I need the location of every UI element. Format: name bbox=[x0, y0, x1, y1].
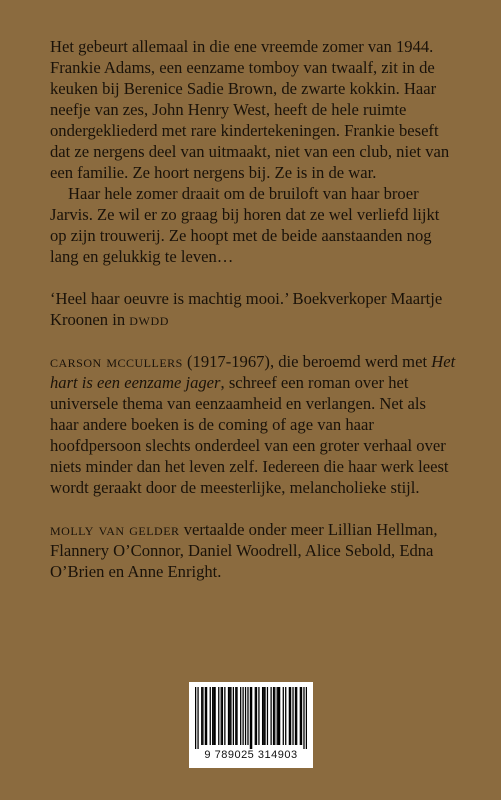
synopsis-paragraph-2: Haar hele zomer draait om de bruiloft van haar broer Jarvis. Ze wil er zo graag bij horen dat ze wel verliefd lijkt op zijn trouwerij. Ze hoopt met de beide aanstaanden nog lang en gelukkig te leven… bbox=[50, 184, 440, 266]
author-bio-text-1: (1917-1967), die beroemd werd met bbox=[182, 352, 432, 371]
barcode-number: 9 789025 314903 bbox=[204, 749, 298, 761]
author-book-title: Het hart is een eenzame jager bbox=[50, 352, 456, 392]
author-bio bbox=[50, 351, 458, 498]
barcode-bars bbox=[195, 687, 307, 749]
translator-name: molly van gelder bbox=[50, 520, 180, 539]
isbn-barcode bbox=[189, 682, 313, 768]
author-name: carson mccullers bbox=[50, 352, 183, 371]
review-quote bbox=[50, 288, 458, 330]
translator-bio-text: vertaalde onder meer Lillian Hellman, Flannery O’Connor, Daniel Woodrell, Alice Sebold, Edna O’Brien en Anne Enright. bbox=[50, 520, 438, 581]
translator-bio bbox=[50, 519, 458, 582]
review-quote-text: ‘Heel haar oeuvre is machtig mooi.’ Boekverkoper Maartje Kroonen in bbox=[50, 289, 443, 329]
review-quote-source: dwdd bbox=[129, 310, 170, 329]
synopsis-paragraph-1: Het gebeurt allemaal in die ene vreemde zomer van 1944. Frankie Adams, een eenzame tomboy van twaalf, zit in de keuken bij Berenice Sadie Brown, de zwarte kokkin. Haar neefje van zes, John Henry West, heeft de hele ruimte ondergekliederd met rare kindertekeningen. Frankie beseft dat ze nergens deel van uitmaakt, niet van een club, niet van een familie. Ze hoort nergens bij. Ze is in de war. bbox=[50, 37, 450, 182]
author-bio-text-2: , schreef een roman over het universele thema van eenzaamheid en verlangen. Net als haar andere boeken is de coming of age van haar hoofdpersoon slechts onderdeel van een groter verhaal over niets minder dan het leven zelf. Iedereen die haar werk leest wordt geraakt door de meesterlijke, melancholieke stijl. bbox=[50, 373, 449, 497]
back-cover-text bbox=[50, 36, 458, 582]
